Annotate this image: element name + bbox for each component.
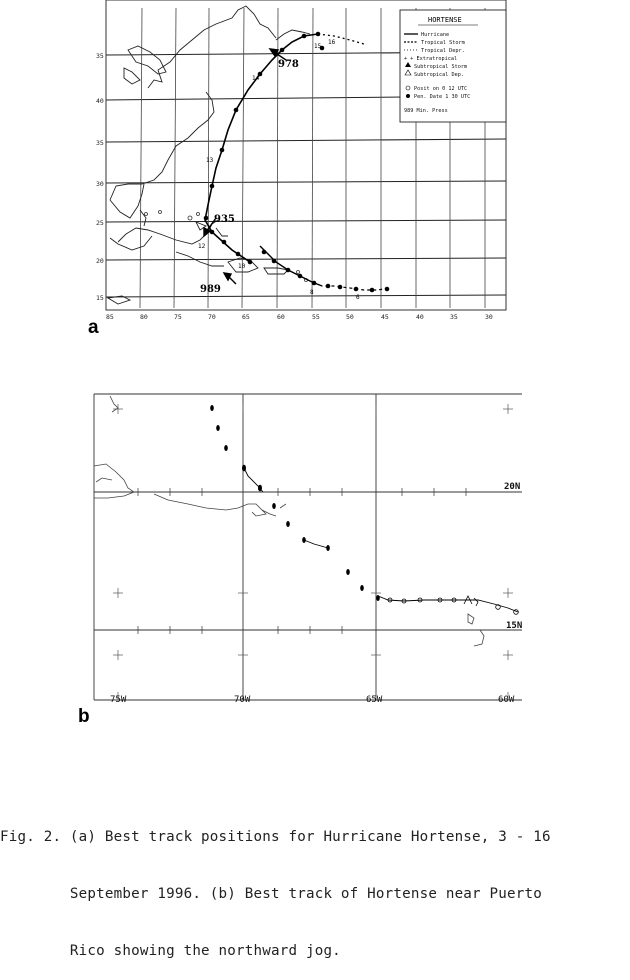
date-label: 16 <box>328 39 336 46</box>
legend-entry: + + Extratropical <box>404 56 458 62</box>
lon-label-75w: 75W <box>110 695 127 705</box>
lon-label-65w: 65W <box>366 695 383 705</box>
lat-label: 35 <box>96 139 104 147</box>
lon-label: 85 <box>106 313 114 321</box>
lat-label: 35 <box>96 52 104 60</box>
track-date-labels-a <box>198 39 360 301</box>
legend-title: HORTENSE <box>428 16 462 24</box>
lon-label-60w: 60W <box>498 695 515 705</box>
lon-labels-a <box>106 313 493 321</box>
lat-label-20n: 20N <box>504 482 521 492</box>
lat-labels-a <box>96 52 104 302</box>
legend-entry: Subtropical Storm <box>414 64 468 70</box>
date-label: 12 <box>198 243 206 250</box>
lon-label: 40 <box>416 313 424 321</box>
lon-label: 50 <box>346 313 354 321</box>
figure-caption <box>0 790 630 980</box>
legend-entry: 989 Min. Press <box>404 108 448 114</box>
lon-label: 65 <box>242 313 250 321</box>
map-b-grid <box>94 394 522 700</box>
caption-line: September 1996. (b) Best track of Hortense near Puerto <box>0 886 542 902</box>
lat-label-15n: 15N <box>506 621 523 631</box>
date-label: 13 <box>206 157 214 164</box>
map-b-ticks <box>113 404 513 700</box>
lon-label: 70 <box>208 313 216 321</box>
lon-label: 55 <box>312 313 320 321</box>
hurricane-track-open-points-b <box>388 596 518 614</box>
panel-a-letter: a <box>88 317 99 338</box>
hurricane-track-b <box>243 466 521 612</box>
legend-entry: Pen. Date 1 30 UTC <box>414 94 471 100</box>
lon-label: 80 <box>140 313 148 321</box>
caption-line: Rico showing the northward jog. <box>0 943 341 959</box>
map-b-labels <box>110 482 522 705</box>
legend-entry: Posit on 0 12 UTC <box>414 86 468 92</box>
lat-label: 30 <box>96 180 104 188</box>
map-b-coastlines <box>94 396 484 646</box>
legend-entry: Tropical Storm <box>421 40 465 46</box>
date-label: 8 <box>310 289 314 296</box>
lat-label: 20 <box>96 257 104 265</box>
date-label: 14 <box>252 75 260 82</box>
hurricane-track-points-b <box>210 405 380 601</box>
lon-label: 30 <box>485 313 493 321</box>
date-label: 15 <box>314 43 322 50</box>
date-label: 10 <box>238 263 246 270</box>
lat-label: 40 <box>96 97 104 105</box>
panel-b-letter: b <box>78 706 90 727</box>
track-map-b <box>88 392 528 712</box>
lon-label-70w: 70W <box>234 695 251 705</box>
map-b-row-ticks <box>138 488 466 634</box>
hurricane-track-points-a <box>204 32 390 293</box>
pressure-label: 935 <box>214 214 235 225</box>
track-map-a <box>88 0 513 325</box>
track-map-panel-a <box>88 0 513 325</box>
date-label: 6 <box>356 294 360 301</box>
lat-label: 25 <box>96 219 104 227</box>
map-b-frame <box>94 394 522 700</box>
legend-entry: Tropical Depr. <box>421 48 465 54</box>
lon-label: 35 <box>450 313 458 321</box>
map-a-legend <box>400 10 506 122</box>
track-map-panel-b <box>88 392 528 712</box>
lon-label: 45 <box>381 313 389 321</box>
lat-label: 15 <box>96 294 104 302</box>
hurricane-track-a <box>200 34 388 290</box>
pressure-label: 989 <box>200 284 221 295</box>
lon-label: 60 <box>277 313 285 321</box>
legend-entry: Subtropical Dep. <box>414 72 464 78</box>
pressure-label: 978 <box>278 59 299 70</box>
lon-label: 75 <box>174 313 182 321</box>
legend-entry: Hurricane <box>421 32 450 38</box>
caption-line: Fig. 2. (a) Best track positions for Hurricane Hortense, 3 - 16 <box>0 829 551 845</box>
